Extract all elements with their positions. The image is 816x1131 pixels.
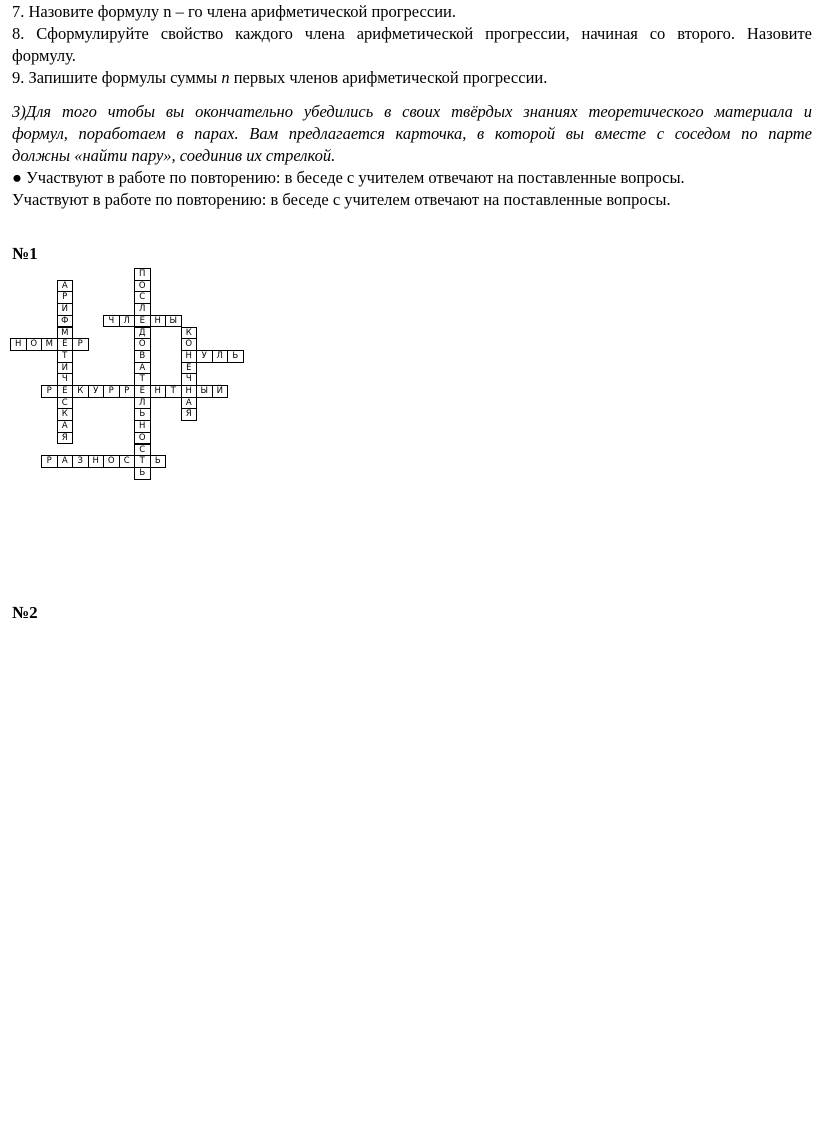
heading-n1: №1 [12,244,38,263]
crossword-cell: О [134,338,151,351]
crossword-cell: Я [181,408,198,421]
crossword-cell: Д [134,327,151,340]
crossword-cell: Й [212,385,229,398]
question-9-text-a: 9. Запишите формулы суммы [12,68,222,87]
crossword-cell: Т [134,373,151,386]
crossword-cell: С [134,291,151,304]
crossword-cell: Т [57,350,74,363]
question-9 [12,67,547,89]
crossword-cell: Ч [103,315,120,328]
crossword-cell: М [41,338,58,351]
question-9-text-b: первых членов арифметической прогрессии. [229,68,548,87]
crossword-cell: Ч [181,373,198,386]
crossword-cell: Е [134,315,151,328]
question-7: 7. Назовите формулу n – го члена арифметической прогрессии. [12,2,456,21]
crossword-cell: Е [57,385,74,398]
crossword-cell: В [134,350,151,363]
crossword-cell: Л [134,303,151,316]
crossword-cell: Т [165,385,182,398]
crossword-cell: З [72,455,89,468]
crossword-cell: А [181,397,198,410]
crossword-cell: О [103,455,120,468]
participation-line2: Участвуют в работе по повторению: в беседе с учителем отвечают на поставленные вопросы. [12,190,671,209]
crossword-cell: О [26,338,43,351]
crossword-cell: О [134,432,151,445]
crossword-cell: Е [57,338,74,351]
task3-line1: 3)Для того чтобы вы окончательно убедились в своих твёрдых знаниях теоретического материала и [12,102,812,121]
crossword-cell: Ч [57,373,74,386]
crossword-cell: С [57,397,74,410]
crossword-cell: Т [134,455,151,468]
crossword-cell: Н [181,385,198,398]
participation-text1: Участвуют в работе по повторению: в беседе с учителем отвечают на поставленные вопросы. [21,168,685,187]
crossword-cell: К [181,327,198,340]
crossword-cell: А [57,420,74,433]
crossword-cell: Л [119,315,136,328]
crossword-cell: Ы [165,315,182,328]
crossword-cell: О [134,280,151,293]
question-8-line2: формулу. [12,46,76,65]
crossword-cell: Е [134,385,151,398]
crossword-cell: У [196,350,213,363]
crossword-cell: К [57,408,74,421]
heading-n2: №2 [12,603,38,622]
crossword-cell: Л [212,350,229,363]
question-9-n: n [221,68,230,87]
crossword-cell: Ф [57,315,74,328]
crossword-cell: Ь [134,408,151,421]
crossword-cell: Н [150,315,167,328]
question-8-line1: 8. Сформулируйте свойство каждого члена арифметической прогрессии, начиная со второго. Назовите [12,24,812,43]
crossword-cell: С [119,455,136,468]
crossword-cell: А [57,455,74,468]
crossword-cell: Я [57,432,74,445]
crossword-cell: Ь [134,467,151,480]
crossword-cell: С [134,444,151,457]
crossword-cell: К [72,385,89,398]
crossword-cell: П [134,268,151,281]
crossword-cell: Ь [227,350,244,363]
crossword-cell: И [57,303,74,316]
crossword-cell: Ы [196,385,213,398]
crossword-cell: Р [72,338,89,351]
crossword-cell: Р [41,455,58,468]
crossword-cell: Н [10,338,27,351]
crossword-cell: И [57,362,74,375]
crossword-cell: Л [134,397,151,410]
crossword-cell: Н [88,455,105,468]
crossword-cell: Р [103,385,120,398]
crossword-cell: Н [181,350,198,363]
participation-line1 [12,167,685,189]
task3-line3: должны «найти пару», соединив их стрелкой. [12,146,336,165]
crossword-cell: Р [57,291,74,304]
crossword-cell: Р [119,385,136,398]
crossword-cell: О [181,338,198,351]
crossword-cell: М [57,327,74,340]
crossword-cell: Е [181,362,198,375]
crossword-cell: А [134,362,151,375]
bullet-icon: ● [12,168,22,187]
crossword-cell: А [57,280,74,293]
crossword-cell: Н [150,385,167,398]
crossword-cell: Ь [150,455,167,468]
crossword-cell: Р [41,385,58,398]
crossword-cell: Н [134,420,151,433]
crossword-cell: У [88,385,105,398]
task3-line2: формул, поработаем в парах. Вам предлагается карточка, в которой вы вместе с соседом по парте [12,124,812,143]
